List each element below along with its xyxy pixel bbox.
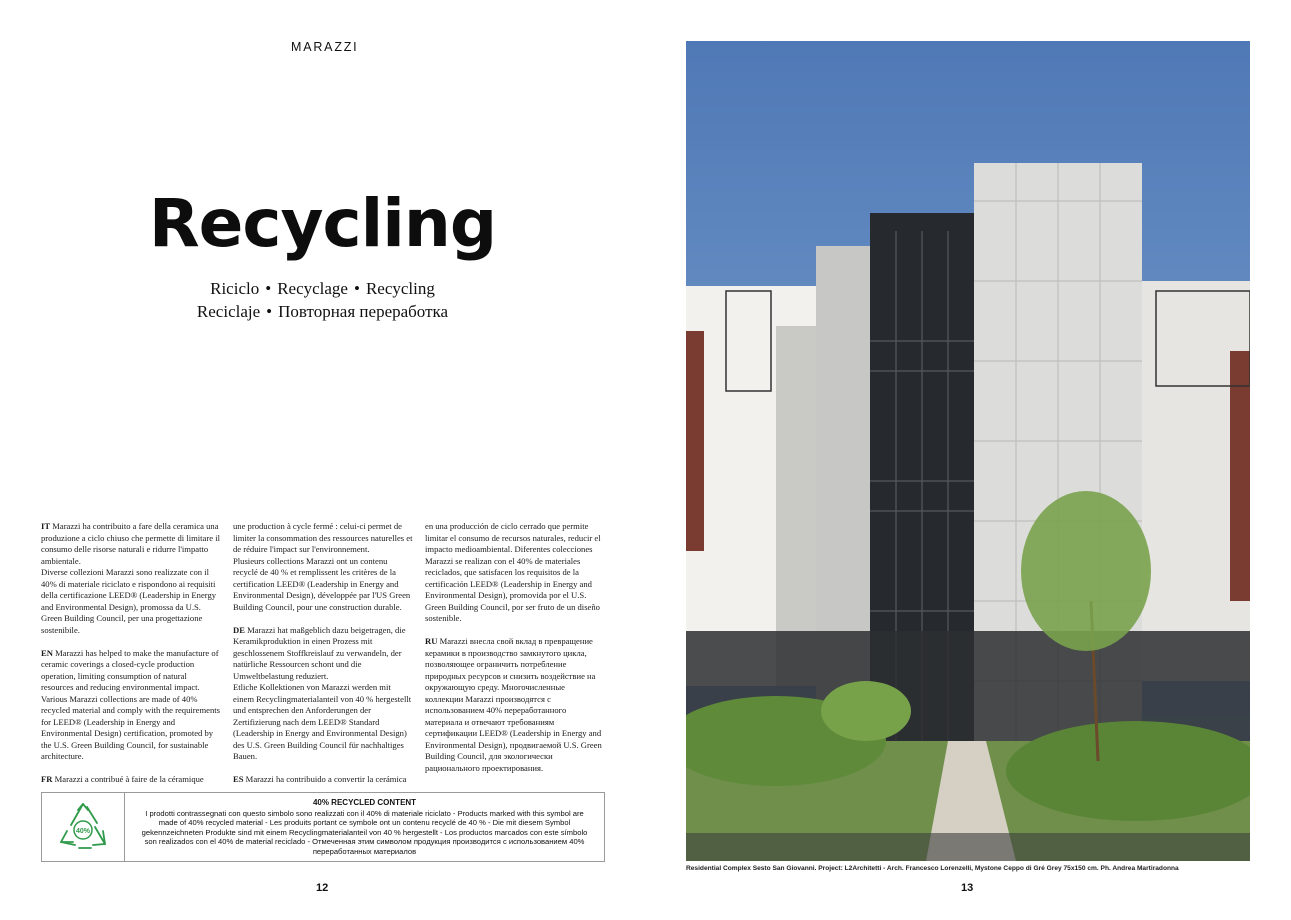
lang-code: EN	[41, 647, 53, 658]
paragraph-text: Marazzi ha contribuito a fare della ceramica una produzione a ciclo chiuso che permette di limitare il consumo delle risorse naturali e ridurre l'impatto ambientale. Diverse collezioni Marazzi sono realizzate con il 40% di materiale riciclato e rispondono ai requisiti della certificazione LEED® (Leadership in Energy and Environmental Design), promossa da U.S. Green Building Council, per una progettazione sostenibile.	[41, 521, 220, 635]
paragraph-text: Marazzi a contribué à faire de la céramique	[54, 774, 204, 784]
recycle-icon-cell	[42, 793, 125, 861]
recycled-content-heading: 40% RECYCLED CONTENT	[312, 798, 417, 807]
paragraph-es	[233, 774, 413, 786]
paragraph-text: en una producción de ciclo cerrado que permite limitar el consumo de recursos naturales, reducir el impacto medioambiental. Diferentes colecciones Marazzi se realizan con el 40% de materiales reciclados, que satisfacen los requisitos de la certificación LEED® (Leadership in Energy and Environmental Design), promovida por el U.S. Green Building Council, por ser fruto de un diseño sostenible.	[425, 521, 601, 623]
text-column-3	[425, 521, 605, 797]
building-photo	[686, 41, 1250, 861]
brand-name: MARAZZI	[291, 40, 359, 54]
paragraph-fr	[41, 774, 221, 786]
text-column-1	[41, 521, 221, 797]
subtitle-fr: Recyclage	[277, 279, 348, 298]
subtitle-line-1	[0, 277, 645, 300]
paragraph-ru	[425, 636, 605, 774]
wood-panel-right	[1230, 351, 1250, 601]
lang-code: FR	[41, 774, 53, 784]
subtitle	[0, 277, 645, 323]
recycled-content-description: I prodotti contrassegnati con questo simbolo sono realizzati con il 40% di materiale riciclato - Products marked with this symbol are made of 40% recycled material - Les produits portant ce symbole ont un contenu recyclé de 40 % - Die mit diesem Symbol gekennzeichneten Produkte sind mit einem Recyclingmaterialanteil von 40 % hergestellt - Los productos marcados con este símbolo son realizados con el 40% de material reciclado - Отмеченная этим символом продукция производится с использованием 40% переработанных материалов	[141, 808, 588, 856]
paragraph-it	[41, 521, 221, 636]
bullet: •	[353, 279, 360, 298]
lang-code: IT	[41, 521, 51, 531]
photo-caption: Residential Complex Sesto San Giovanni. Project: L2Architetti - Arch. Francesco Lorenzelli, Mystone Ceppo di Gré Grey 75x150 cm. Ph. Andrea Martiradonna	[686, 865, 1179, 872]
bullet: •	[266, 302, 273, 321]
paragraph-en	[41, 648, 221, 763]
bullet: •	[265, 279, 272, 298]
lang-code: RU	[425, 636, 438, 646]
page-title: Recycling	[148, 185, 497, 262]
subtitle-line-2	[0, 300, 645, 323]
shrub	[821, 681, 911, 741]
subtitle-es: Reciclaje	[196, 302, 261, 321]
body-columns	[41, 521, 605, 797]
tree-canopy	[1021, 491, 1151, 651]
paragraph-text: Marazzi ha contribuido a convertir la cerámica	[245, 774, 407, 784]
paragraph-de	[233, 625, 413, 763]
lang-code: ES	[233, 774, 244, 784]
subtitle-it: Riciclo	[210, 279, 260, 298]
paragraph-text: Marazzi hat maßgeblich dazu beigetragen, die Keramikproduktion in einen Prozess mit geschlossenem Stoffkreislauf zu verwandeln, der natürliche Ressourcen schont und die Umweltbelastung reduziert. Etliche Kollektionen von Marazzi werden mit einem Recyclingmaterialanteil von 40 % hergestellt und entsprechen den Anforderungen der Zertifizierung nach dem LEED® Standard (Leadership in Energy and Environmental Design) des U.S. Green Building Council für nachhaltiges Bauen.	[233, 624, 412, 761]
paragraph-es-cont	[425, 521, 605, 625]
ground-edge	[686, 833, 1250, 861]
paragraph-fr-cont	[233, 521, 413, 613]
building-illustration	[686, 41, 1250, 861]
subtitle-en: Recycling	[365, 279, 435, 298]
recycled-content-text	[125, 793, 604, 861]
page-number-left: 12	[316, 882, 329, 894]
recycled-content-box	[41, 792, 605, 862]
page-number-right: 13	[961, 882, 974, 894]
text-column-2	[233, 521, 413, 797]
recycle-icon	[57, 801, 109, 853]
paragraph-text: une production à cycle fermé : celui-ci permet de limiter la consommation des ressources naturelles et de réduire l'impact sur l'environnement. Plusieurs collections Marazzi ont un contenu recyclé de 40 % et remplissent les critères de la certification LEED® (Leadership in Energy and Environmental Design), développée par l'US Green Building Council, pour une construction durable.	[233, 521, 413, 612]
recycle-percent-label: 40%	[75, 828, 91, 835]
lang-code: DE	[233, 624, 245, 635]
wood-panel	[686, 331, 704, 551]
subtitle-ru: Повторная переработка	[278, 302, 449, 321]
paragraph-text: Marazzi внесла свой вклад в превращение керамики в производство замкнутого цикла, позволяющее ограничить потребление природных ресурсов и снизить воздействие на окружающую среду. Многочисленные коллекции Marazzi производятся с использованием 40% переработанного материала и отвечают требованиям сертификации LEED® (Leadership in Energy and Environmental Design), продвигаемой U.S. Green Building Council, для экологически рационального проектирования.	[425, 636, 602, 773]
paragraph-text: Marazzi has helped to make the manufacture of ceramic coverings a closed-cycle production operation, limiting consumption of natural resources and reducing environmental impact. Various Marazzi collections are made of 40% recycled material and comply with the requirements for LEED® (Leadership in Energy and Environmental Design) certification, promoted by the U.S. Green Building Council, for sustainable architecture.	[41, 647, 220, 761]
